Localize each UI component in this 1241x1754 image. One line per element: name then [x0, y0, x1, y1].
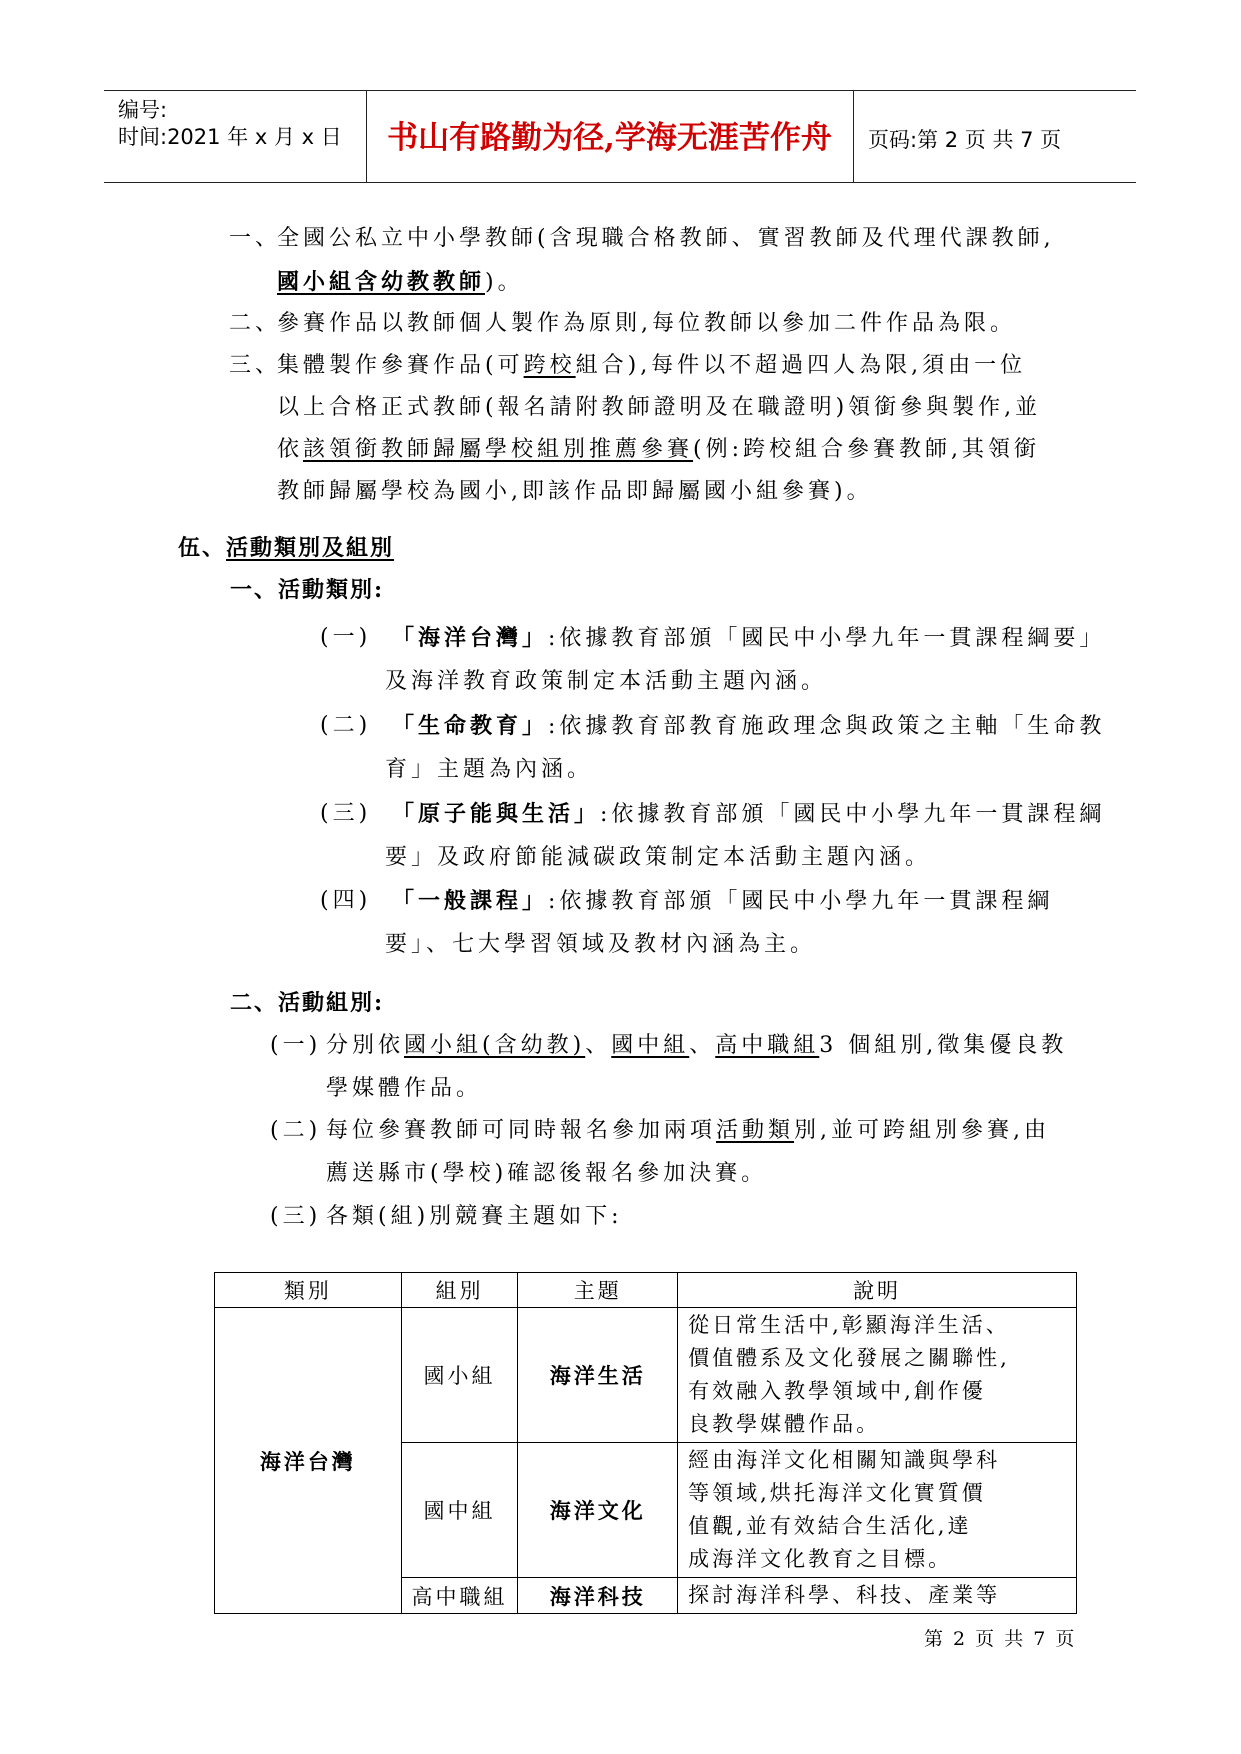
- table-header-description: 說明: [678, 1273, 1077, 1308]
- text-run: 集體製作參賽作品(可: [277, 353, 524, 378]
- underlined-text: 國中組: [611, 1033, 690, 1058]
- text-run: 教師歸屬學校為國小,即該作品即歸屬國小組參賽)。: [277, 479, 873, 504]
- description-line: 值觀,並有效結合生活化,達: [688, 1514, 972, 1538]
- category-name: 「一般課程」: [392, 888, 549, 914]
- list-marker: 三、: [229, 353, 282, 378]
- category-description-continued: 要」及政府節能減碳政策制定本活動主題內涵。: [385, 845, 932, 870]
- group-line: [326, 1159, 767, 1189]
- text-run: 薦送縣市(學校)確認後報名參加決賽。: [326, 1161, 768, 1186]
- description-line: 價值體系及文化發展之關聯性,: [688, 1346, 1010, 1370]
- table-group-cell: 國小組: [401, 1308, 518, 1443]
- description-line: 良教學媒體作品。: [688, 1412, 881, 1436]
- description-line: 等領域,烘托海洋文化實質價: [688, 1481, 986, 1505]
- text-run: 各類(組)別競賽主題如下:: [326, 1204, 623, 1229]
- activity-categories-title: 一、活動類別:: [230, 577, 385, 603]
- category-marker: (三): [320, 801, 372, 826]
- description-line: 有效融入教學領域中,創作優: [688, 1379, 986, 1403]
- table-header-theme: 主題: [518, 1273, 678, 1308]
- section5-title: 活動類別及組別: [226, 535, 395, 561]
- group-marker: (二): [270, 1118, 322, 1143]
- category-description-continued: 及海洋教育政策制定本活動主題內涵。: [385, 669, 828, 694]
- underlined-text: 高中職組: [715, 1033, 820, 1058]
- table-header-group: 組別: [401, 1273, 518, 1308]
- text-run: 組合),每件以不超過四人為限,須由一位: [575, 353, 1027, 378]
- category-name: 「海洋台灣」: [392, 625, 549, 651]
- list-marker: 一、: [229, 226, 282, 251]
- list-line: [277, 477, 873, 507]
- group-line: [326, 1074, 482, 1104]
- header-divider-right: [853, 90, 854, 182]
- category-description-continued: 育」主題為內涵。: [385, 757, 594, 782]
- category-line: [392, 886, 1053, 917]
- category-line: [392, 799, 1105, 830]
- underlined-text: 國小組(含幼教): [404, 1033, 586, 1058]
- table-description-cell: [678, 1443, 1077, 1578]
- header-time-label: 时间:2021 年 x 月 x 日: [118, 125, 342, 149]
- section5-heading: [178, 533, 394, 563]
- list-line: [277, 393, 1041, 423]
- table-header-category: 類別: [215, 1273, 402, 1308]
- group-marker: (一): [270, 1033, 322, 1058]
- table-group-cell: 國中組: [401, 1443, 518, 1578]
- underlined-text: 國小組含幼教教師: [277, 269, 486, 295]
- category-line: [392, 711, 1105, 742]
- table-row: [215, 1308, 1077, 1443]
- list-line: [277, 224, 1055, 254]
- table-description-cell: [678, 1578, 1077, 1614]
- category-description: :依據教育部頒「國民中小學九年一貫課程綱要」: [548, 626, 1106, 651]
- underlined-text: 該領銜教師歸屬學校組別推薦參賽: [303, 437, 694, 462]
- table-group-cell: 高中職組: [401, 1578, 518, 1614]
- group-line: [326, 1116, 1050, 1146]
- description-line: 探討海洋科學、科技、產業等: [688, 1583, 1001, 1607]
- table-header-row: [215, 1273, 1077, 1308]
- category-description: :依據教育部教育施政理念與政策之主軸「生命教: [548, 714, 1106, 739]
- header-top-rule: [104, 90, 1136, 91]
- category-description: :依據教育部頒「國民中小學九年一貫課程綱: [548, 889, 1054, 914]
- section5-marker: 伍、: [178, 535, 227, 561]
- activity-groups-title: 二、活動組別:: [230, 990, 385, 1016]
- page-footer: 第 2 页 共 7 页: [924, 1628, 1077, 1650]
- category-description: :依據教育部頒「國民中小學九年一貫課程綱: [600, 802, 1106, 827]
- header-bottom-rule: [104, 182, 1136, 183]
- category-description-continued: 要」、七大學習領域及教材內涵為主。: [385, 932, 817, 957]
- list-line: [277, 351, 1026, 381]
- category-line: [392, 623, 1105, 654]
- category-name: 「生命教育」: [392, 713, 549, 739]
- header-page-label: 页码:第 2 页 共 7 页: [868, 128, 1062, 152]
- category-marker: (一): [320, 625, 372, 650]
- text-run: 每位參賽教師可同時報名參加兩項: [326, 1118, 717, 1143]
- description-line: 從日常生活中,彰顯海洋生活、: [688, 1313, 1010, 1337]
- text-run: 、: [689, 1033, 716, 1058]
- text-run: (例:跨校組合參賽教師,其領銜: [693, 437, 1041, 462]
- table-description-cell: [678, 1308, 1077, 1443]
- underlined-text: 活動類: [716, 1118, 795, 1143]
- category-name: 「原子能與生活」: [392, 801, 601, 827]
- description-line: 成海洋文化教育之目標。: [688, 1547, 953, 1571]
- text-run: 以上合格正式教師(報名請附教師證明及在職證明)領銜參與製作,並: [277, 395, 1042, 420]
- text-run: 3 個組別,徵集優良教: [819, 1033, 1068, 1058]
- header-motto: 书山有路勤为径,学海无涯苦作舟: [387, 120, 832, 156]
- category-marker: (四): [320, 888, 372, 913]
- competition-theme-table: [214, 1272, 1077, 1614]
- text-run: 全國公私立中小學教師(含現職合格教師、實習教師及代理代課教師,: [277, 226, 1055, 251]
- table-category-cell: 海洋台灣: [215, 1308, 402, 1614]
- list-line: [277, 267, 524, 298]
- category-marker: (二): [320, 713, 372, 738]
- text-run: 依: [277, 437, 304, 462]
- group-marker: (三): [270, 1204, 322, 1229]
- text-run: 參賽作品以教師個人製作為原則,每位教師以參加二件作品為限。: [277, 311, 1016, 336]
- text-run: )。: [485, 270, 524, 295]
- text-run: 分別依: [326, 1033, 405, 1058]
- text-run: 別,並可跨組別參賽,由: [794, 1118, 1051, 1143]
- text-run: 學媒體作品。: [326, 1076, 483, 1101]
- header-number-label: 编号:: [118, 98, 168, 122]
- list-line: [277, 309, 1016, 339]
- group-line: [326, 1031, 1067, 1061]
- list-line: [277, 435, 1040, 465]
- description-line: 經由海洋文化相關知識與學科: [688, 1448, 1001, 1472]
- table-theme-cell: 海洋生活: [518, 1308, 678, 1443]
- text-run: 、: [585, 1033, 612, 1058]
- group-line: [326, 1202, 623, 1232]
- underlined-text: 跨校: [523, 353, 576, 378]
- table-theme-cell: 海洋文化: [518, 1443, 678, 1578]
- list-marker: 二、: [229, 311, 282, 336]
- table-theme-cell: 海洋科技: [518, 1578, 678, 1614]
